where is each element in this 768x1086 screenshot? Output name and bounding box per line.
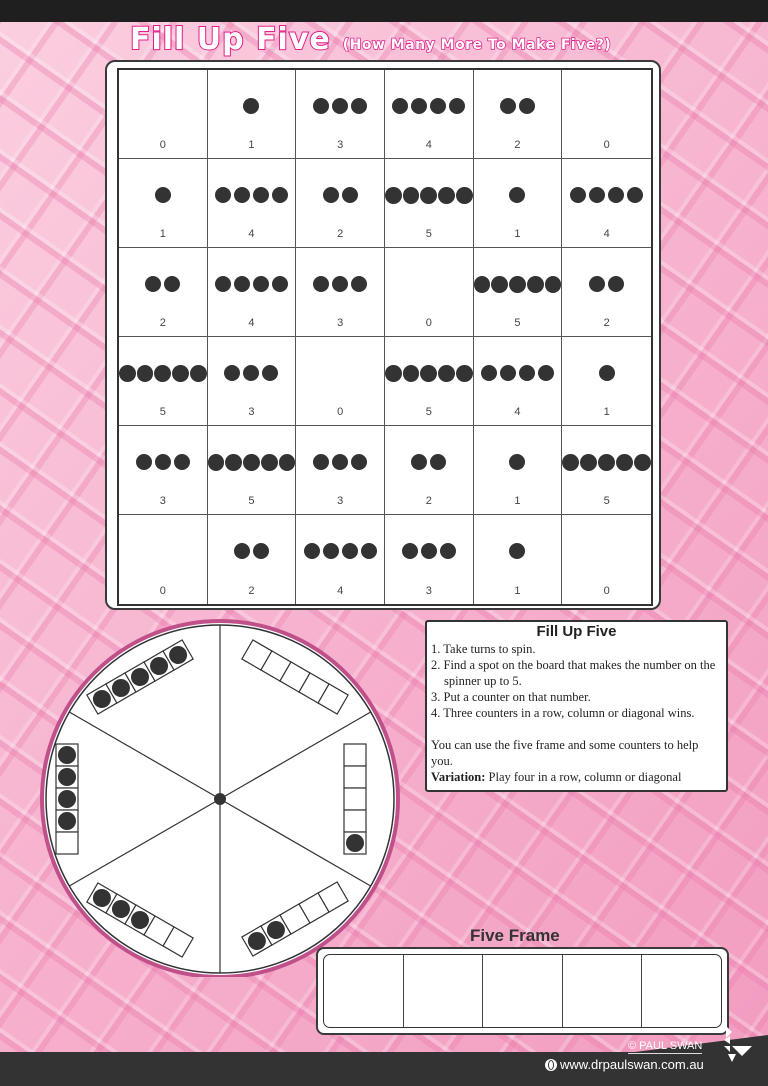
instructions-panel — [425, 620, 728, 792]
dot-icon — [313, 454, 329, 470]
board-cell[interactable] — [119, 70, 208, 159]
cell-number: 3 — [337, 495, 344, 507]
cell-number: 5 — [425, 406, 432, 418]
dot-group — [208, 98, 296, 114]
dot-group — [385, 365, 473, 382]
board-cell[interactable] — [208, 337, 297, 426]
dot-icon — [527, 276, 544, 293]
dot-icon — [420, 187, 437, 204]
cell-number: 3 — [248, 406, 255, 418]
dot-icon — [224, 365, 240, 381]
dot-icon — [545, 276, 562, 293]
dot-icon — [385, 187, 402, 204]
dot-icon — [509, 454, 525, 470]
cell-number: 5 — [425, 228, 432, 240]
dot-icon — [608, 187, 624, 203]
cell-number: 4 — [603, 228, 610, 240]
board-cell[interactable] — [562, 337, 651, 426]
dot-icon — [154, 365, 171, 382]
instructions-steps — [431, 641, 722, 721]
counter-icon — [346, 834, 364, 852]
board-cell[interactable] — [474, 70, 563, 159]
dot-group — [562, 365, 651, 381]
board-cell[interactable] — [208, 426, 297, 515]
five-frame-cell[interactable] — [404, 955, 484, 1027]
dot-group — [296, 187, 384, 203]
dot-group — [474, 543, 562, 559]
dot-icon — [190, 365, 207, 382]
dot-icon — [481, 365, 497, 381]
dot-icon — [155, 187, 171, 203]
cell-number: 0 — [603, 585, 610, 597]
dot-icon — [449, 98, 465, 114]
board-cell[interactable] — [562, 159, 651, 248]
dot-icon — [261, 454, 278, 471]
board-cell[interactable] — [296, 337, 385, 426]
dot-group — [119, 365, 207, 382]
board-cell[interactable] — [385, 515, 474, 604]
instructions-variation — [431, 769, 722, 785]
cell-number: 5 — [514, 317, 521, 329]
dot-icon — [570, 187, 586, 203]
dot-icon — [420, 365, 437, 382]
board-cell[interactable] — [208, 248, 297, 337]
dot-group — [296, 543, 384, 559]
cell-number: 2 — [514, 139, 521, 151]
dot-icon — [509, 276, 526, 293]
dot-icon — [456, 187, 473, 204]
dot-group — [562, 454, 651, 471]
dot-icon — [589, 187, 605, 203]
board-cell[interactable] — [562, 426, 651, 515]
dot-icon — [234, 276, 250, 292]
dot-icon — [332, 98, 348, 114]
dot-group — [474, 98, 562, 114]
cell-number: 4 — [337, 585, 344, 597]
top-bar — [0, 0, 768, 22]
cell-number: 4 — [514, 406, 521, 418]
counter-icon — [58, 746, 76, 764]
dot-icon — [411, 98, 427, 114]
cell-number: 1 — [514, 495, 521, 507]
dot-icon — [411, 454, 427, 470]
cell-number: 4 — [425, 139, 432, 151]
cell-number: 0 — [159, 139, 166, 151]
instructions-help: You can use the five frame and some counters to help you. — [431, 738, 699, 768]
board-cell[interactable] — [385, 337, 474, 426]
board-cell[interactable] — [474, 248, 563, 337]
cell-number: 4 — [248, 317, 255, 329]
dot-icon — [172, 365, 189, 382]
dot-icon — [440, 543, 456, 559]
dot-icon — [403, 365, 420, 382]
board-cell[interactable] — [385, 70, 474, 159]
board-cell[interactable] — [562, 70, 651, 159]
board-cell[interactable] — [562, 248, 651, 337]
dot-group — [208, 187, 296, 203]
five-frame — [323, 954, 722, 1028]
dot-icon — [313, 276, 329, 292]
dot-group — [474, 187, 562, 203]
counter-icon — [58, 812, 76, 830]
board-cell[interactable] — [119, 248, 208, 337]
dot-icon — [253, 187, 269, 203]
dot-icon — [243, 454, 260, 471]
board-cell[interactable] — [296, 159, 385, 248]
cell-number: 1 — [514, 228, 521, 240]
dot-icon — [304, 543, 320, 559]
board-cell[interactable] — [296, 248, 385, 337]
dot-icon — [351, 276, 367, 292]
cell-number: 0 — [603, 139, 610, 151]
website-url[interactable]: www.drpaulswan.com.au — [560, 1057, 704, 1072]
dot-icon — [599, 365, 615, 381]
page-title — [130, 22, 611, 60]
globe-icon — [545, 1059, 557, 1071]
spinner[interactable] — [40, 617, 400, 977]
board-cell[interactable] — [208, 515, 297, 604]
dot-icon — [589, 276, 605, 292]
dot-group — [296, 98, 384, 114]
dot-icon — [402, 543, 418, 559]
dot-icon — [509, 187, 525, 203]
dot-group — [208, 454, 296, 471]
dot-icon — [598, 454, 615, 471]
dot-icon — [616, 454, 633, 471]
board-cell[interactable] — [296, 426, 385, 515]
five-frame-cell[interactable] — [642, 955, 721, 1027]
dot-group — [208, 543, 296, 559]
cell-number: 5 — [603, 495, 610, 507]
game-board-card — [105, 60, 661, 610]
title-subtitle: (How Many More To Make Five?) — [342, 37, 612, 53]
counter-icon — [58, 768, 76, 786]
dot-group — [385, 454, 473, 470]
dot-icon — [456, 365, 473, 382]
cell-number: 4 — [248, 228, 255, 240]
dot-icon — [279, 454, 296, 471]
board-cell[interactable] — [474, 159, 563, 248]
copyright-text: © PAUL SWAN — [628, 1040, 703, 1052]
dot-icon — [234, 187, 250, 203]
cell-number: 3 — [159, 495, 166, 507]
cell-number: 1 — [514, 585, 521, 597]
dot-icon — [234, 543, 250, 559]
tangram-logo-icon — [722, 1024, 754, 1064]
dot-group — [385, 187, 473, 204]
board-cell[interactable] — [385, 426, 474, 515]
dot-icon — [272, 276, 288, 292]
spinner-five-frame — [56, 744, 78, 854]
spinner-five-frame — [344, 744, 366, 854]
dot-icon — [215, 187, 231, 203]
dot-group — [385, 98, 473, 114]
cell-number: 2 — [337, 228, 344, 240]
dot-icon — [562, 454, 579, 471]
instruction-step: 1. Take turns to spin. — [431, 642, 536, 656]
spinner-pivot-icon — [214, 793, 226, 805]
dot-icon — [438, 187, 455, 204]
dot-icon — [519, 98, 535, 114]
cell-number: 5 — [159, 406, 166, 418]
dot-icon — [164, 276, 180, 292]
cell-number: 2 — [248, 585, 255, 597]
dot-group — [296, 276, 384, 292]
dot-icon — [136, 454, 152, 470]
dot-icon — [119, 365, 136, 382]
cell-number: 5 — [248, 495, 255, 507]
board-cell[interactable] — [562, 515, 651, 604]
dot-icon — [272, 187, 288, 203]
dot-icon — [253, 276, 269, 292]
dot-icon — [361, 543, 377, 559]
variation-label: Variation: — [431, 770, 486, 784]
game-board — [117, 68, 653, 606]
board-cell[interactable] — [296, 515, 385, 604]
dot-icon — [137, 365, 154, 382]
cell-number: 3 — [337, 139, 344, 151]
board-cell[interactable] — [385, 248, 474, 337]
dot-icon — [332, 276, 348, 292]
cell-number: 0 — [337, 406, 344, 418]
dot-icon — [608, 276, 624, 292]
cell-number: 3 — [425, 585, 432, 597]
dot-icon — [519, 365, 535, 381]
dot-icon — [500, 365, 516, 381]
dot-icon — [208, 454, 225, 471]
dot-icon — [253, 543, 269, 559]
dot-icon — [509, 543, 525, 559]
dot-icon — [500, 98, 516, 114]
board-cell[interactable] — [385, 159, 474, 248]
five-frame-cell[interactable] — [563, 955, 643, 1027]
dot-group — [208, 365, 296, 381]
board-cell[interactable] — [119, 159, 208, 248]
board-cell[interactable] — [474, 515, 563, 604]
dot-icon — [215, 276, 231, 292]
instruction-step: 3. Put a counter on that number. — [431, 690, 591, 704]
cell-number: 2 — [425, 495, 432, 507]
five-frame-cell[interactable] — [324, 955, 404, 1027]
cell-number: 1 — [248, 139, 255, 151]
dot-icon — [332, 454, 348, 470]
cell-number: 3 — [337, 317, 344, 329]
dot-icon — [392, 98, 408, 114]
cell-number: 0 — [425, 317, 432, 329]
board-cell[interactable] — [474, 337, 563, 426]
dot-group — [296, 454, 384, 470]
dot-group — [385, 543, 473, 559]
dot-group — [562, 187, 651, 203]
board-cell[interactable] — [119, 337, 208, 426]
dot-icon — [225, 454, 242, 471]
dot-icon — [323, 543, 339, 559]
dot-icon — [634, 454, 651, 471]
dot-icon — [430, 98, 446, 114]
instruction-step: 4. Three counters in a row, column or diagonal wins. — [431, 706, 695, 720]
variation-text: Play four in a row, column or diagonal — [485, 770, 682, 784]
dot-icon — [627, 187, 643, 203]
dot-icon — [313, 98, 329, 114]
board-cell[interactable] — [296, 70, 385, 159]
dot-icon — [342, 187, 358, 203]
dot-icon — [174, 454, 190, 470]
board-cell[interactable] — [119, 426, 208, 515]
dot-group — [474, 365, 562, 381]
dot-group — [562, 276, 651, 292]
cell-number: 1 — [159, 228, 166, 240]
five-frame-title: Five Frame — [470, 926, 560, 945]
cell-number: 0 — [159, 585, 166, 597]
dot-icon — [538, 365, 554, 381]
dot-group — [119, 276, 207, 292]
board-cell[interactable] — [119, 515, 208, 604]
dot-group — [474, 454, 562, 470]
dot-group — [208, 276, 296, 292]
cell-number: 2 — [603, 317, 610, 329]
five-frame-card — [316, 947, 729, 1035]
dot-icon — [243, 98, 259, 114]
dot-icon — [403, 187, 420, 204]
dot-icon — [243, 365, 259, 381]
dot-icon — [430, 454, 446, 470]
dot-icon — [385, 365, 402, 382]
instruction-step: 2. Find a spot on the board that makes the number on the spinner up to 5. — [431, 658, 716, 688]
cell-number: 1 — [603, 406, 610, 418]
board-cell[interactable] — [474, 426, 563, 515]
counter-icon — [58, 790, 76, 808]
dot-icon — [351, 98, 367, 114]
dot-icon — [155, 454, 171, 470]
dot-icon — [491, 276, 508, 293]
dot-icon — [342, 543, 358, 559]
cell-number: 2 — [159, 317, 166, 329]
instructions-title: Fill Up Five — [536, 623, 617, 640]
dot-icon — [351, 454, 367, 470]
dot-icon — [580, 454, 597, 471]
five-frame-cell[interactable] — [483, 955, 563, 1027]
title-main: Fill Up Five — [130, 22, 331, 57]
dot-icon — [474, 276, 491, 293]
board-cell[interactable] — [208, 159, 297, 248]
dot-group — [119, 187, 207, 203]
dot-icon — [262, 365, 278, 381]
dot-group — [474, 276, 562, 293]
dot-icon — [421, 543, 437, 559]
dot-icon — [438, 365, 455, 382]
board-cell[interactable] — [208, 70, 297, 159]
dot-icon — [323, 187, 339, 203]
dot-group — [119, 454, 207, 470]
website-link[interactable] — [545, 1057, 704, 1072]
dot-icon — [145, 276, 161, 292]
